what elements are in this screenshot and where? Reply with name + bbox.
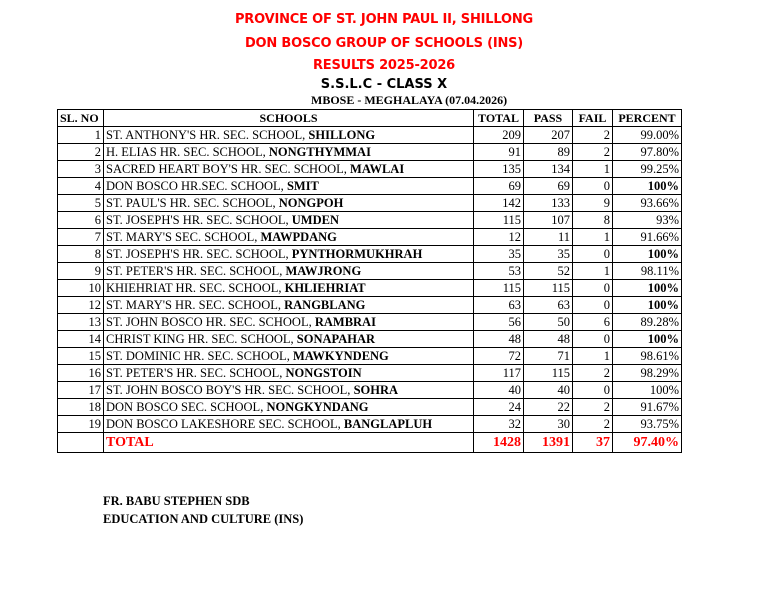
total-cell: 72 xyxy=(474,348,524,365)
school-place: NONGKYNDANG xyxy=(266,400,369,414)
col-header-sl: SL. NO xyxy=(58,110,104,127)
school-name: ST. JOHN BOSCO BOY'S HR. SEC. SCHOOL, xyxy=(106,383,354,397)
school-place: RANGBLANG xyxy=(284,298,366,312)
school-cell xyxy=(104,416,474,433)
table-row xyxy=(58,263,682,280)
school-place: MAWPDANG xyxy=(260,230,337,244)
pass-cell: 52 xyxy=(524,263,573,280)
percent-cell: 97.80% xyxy=(613,144,682,161)
percent-cell: 100% xyxy=(613,280,682,297)
school-name: ST. PETER'S HR. SEC. SCHOOL, xyxy=(106,264,286,278)
pass-cell: 40 xyxy=(524,382,573,399)
percent-cell: 100% xyxy=(613,178,682,195)
school-place: NONGSTOIN xyxy=(285,366,362,380)
pass-cell: 134 xyxy=(524,161,573,178)
total-row xyxy=(58,433,682,453)
sl-no-cell: 6 xyxy=(58,212,104,229)
school-cell xyxy=(104,229,474,246)
total-pass: 1391 xyxy=(524,433,573,453)
pass-cell: 133 xyxy=(524,195,573,212)
group-title: DON BOSCO GROUP OF SCHOOLS (INS) xyxy=(244,36,524,51)
pass-cell: 71 xyxy=(524,348,573,365)
col-header-pass: PASS xyxy=(524,110,573,127)
table-row xyxy=(58,229,682,246)
percent-cell: 93.75% xyxy=(613,416,682,433)
total-cell: 48 xyxy=(474,331,524,348)
sl-no-cell: 19 xyxy=(58,416,104,433)
table-row xyxy=(58,195,682,212)
school-place: NONGTHYMMAI xyxy=(268,145,371,159)
sl-no-cell: 14 xyxy=(58,331,104,348)
total-fail: 37 xyxy=(573,433,613,453)
school-name: ST. DOMINIC HR. SEC. SCHOOL, xyxy=(106,349,293,363)
table-row xyxy=(58,382,682,399)
school-name: ST. JOSEPH'S HR. SEC. SCHOOL, xyxy=(106,247,292,261)
percent-cell: 93.66% xyxy=(613,195,682,212)
school-cell xyxy=(104,144,474,161)
fail-cell: 0 xyxy=(573,280,613,297)
total-cell: 24 xyxy=(474,399,524,416)
sl-no-cell: 7 xyxy=(58,229,104,246)
total-sl-cell xyxy=(58,433,104,453)
total-label: TOTAL xyxy=(104,433,474,453)
fail-cell: 2 xyxy=(573,416,613,433)
fail-cell: 0 xyxy=(573,382,613,399)
pass-cell: 63 xyxy=(524,297,573,314)
sl-no-cell: 15 xyxy=(58,348,104,365)
total-cell: 35 xyxy=(474,246,524,263)
sl-no-cell: 17 xyxy=(58,382,104,399)
total-cell: 115 xyxy=(474,280,524,297)
school-name: H. ELIAS HR. SEC. SCHOOL, xyxy=(106,145,269,159)
school-cell xyxy=(104,280,474,297)
school-place: MAWKYNDENG xyxy=(292,349,389,363)
school-cell xyxy=(104,178,474,195)
table-header-row xyxy=(58,110,682,127)
sl-no-cell: 3 xyxy=(58,161,104,178)
school-name: ST. JOSEPH'S HR. SEC. SCHOOL, xyxy=(106,213,292,227)
percent-cell: 93% xyxy=(613,212,682,229)
pass-cell: 107 xyxy=(524,212,573,229)
sl-no-cell: 18 xyxy=(58,399,104,416)
percent-cell: 98.29% xyxy=(613,365,682,382)
sl-no-cell: 13 xyxy=(58,314,104,331)
school-cell xyxy=(104,399,474,416)
fail-cell: 2 xyxy=(573,144,613,161)
pass-cell: 35 xyxy=(524,246,573,263)
school-place: PYNTHORMUKHRAH xyxy=(291,247,423,261)
school-cell xyxy=(104,297,474,314)
pass-cell: 22 xyxy=(524,399,573,416)
total-cell: 40 xyxy=(474,382,524,399)
total-cell: 142 xyxy=(474,195,524,212)
sl-no-cell: 4 xyxy=(58,178,104,195)
table-row xyxy=(58,399,682,416)
school-place: BANGLAPLUH xyxy=(343,417,433,431)
sl-no-cell: 12 xyxy=(58,297,104,314)
table-row xyxy=(58,280,682,297)
school-cell xyxy=(104,195,474,212)
school-cell xyxy=(104,314,474,331)
sl-no-cell: 16 xyxy=(58,365,104,382)
total-cell: 115 xyxy=(474,212,524,229)
province-title: PROVINCE OF ST. JOHN PAUL II, SHILLONG xyxy=(234,12,533,27)
table-row xyxy=(58,144,682,161)
percent-cell: 100% xyxy=(613,297,682,314)
school-cell xyxy=(104,382,474,399)
total-cell: 63 xyxy=(474,297,524,314)
fail-cell: 0 xyxy=(573,297,613,314)
school-name: SACRED HEART BOY'S HR. SEC. SCHOOL, xyxy=(106,162,351,176)
table-row xyxy=(58,348,682,365)
fail-cell: 2 xyxy=(573,399,613,416)
sl-no-cell: 1 xyxy=(58,127,104,144)
percent-cell: 98.11% xyxy=(613,263,682,280)
pass-cell: 115 xyxy=(524,280,573,297)
signatory-name: FR. BABU STEPHEN SDB xyxy=(103,494,250,508)
school-place: UMDEN xyxy=(291,213,339,227)
school-place: SMIT xyxy=(286,179,319,193)
fail-cell: 0 xyxy=(573,178,613,195)
total-total: 1428 xyxy=(474,433,524,453)
fail-cell: 1 xyxy=(573,263,613,280)
table-row xyxy=(58,365,682,382)
school-name: ST. ANTHONY'S HR. SEC. SCHOOL, xyxy=(106,128,309,142)
col-header-total: TOTAL xyxy=(474,110,524,127)
total-cell: 135 xyxy=(474,161,524,178)
sl-no-cell: 8 xyxy=(58,246,104,263)
school-name: ST. JOHN BOSCO HR. SEC. SCHOOL, xyxy=(106,315,315,329)
school-place: SHILLONG xyxy=(308,128,376,142)
school-name: ST. MARY'S SEC. SCHOOL, xyxy=(106,230,261,244)
table-row xyxy=(58,331,682,348)
percent-cell: 98.61% xyxy=(613,348,682,365)
school-name: CHRIST KING HR. SEC. SCHOOL, xyxy=(106,332,297,346)
school-name: DON BOSCO SEC. SCHOOL, xyxy=(106,400,267,414)
school-cell xyxy=(104,263,474,280)
fail-cell: 8 xyxy=(573,212,613,229)
total-cell: 69 xyxy=(474,178,524,195)
fail-cell: 1 xyxy=(573,161,613,178)
school-name: ST. PAUL'S HR. SEC. SCHOOL, xyxy=(106,196,279,210)
school-name: KHIEHRIAT HR. SEC. SCHOOL, xyxy=(106,281,285,295)
pass-cell: 89 xyxy=(524,144,573,161)
total-cell: 91 xyxy=(474,144,524,161)
sl-no-cell: 2 xyxy=(58,144,104,161)
percent-cell: 100% xyxy=(613,246,682,263)
total-cell: 32 xyxy=(474,416,524,433)
percent-cell: 99.25% xyxy=(613,161,682,178)
percent-cell: 99.00% xyxy=(613,127,682,144)
col-header-percent: PERCENT xyxy=(613,110,682,127)
school-cell xyxy=(104,331,474,348)
board-date-label: MBOSE - MEGHALAYA (07.04.2026) xyxy=(311,93,508,107)
fail-cell: 2 xyxy=(573,127,613,144)
table-row xyxy=(58,416,682,433)
results-table xyxy=(57,109,682,453)
school-place: MAWJRONG xyxy=(285,264,362,278)
school-cell xyxy=(104,161,474,178)
total-cell: 53 xyxy=(474,263,524,280)
school-place: RAMBRAI xyxy=(314,315,376,329)
col-header-fail: FAIL xyxy=(573,110,613,127)
pass-cell: 30 xyxy=(524,416,573,433)
table-row xyxy=(58,161,682,178)
table-row xyxy=(58,246,682,263)
sl-no-cell: 10 xyxy=(58,280,104,297)
table-row xyxy=(58,127,682,144)
fail-cell: 1 xyxy=(573,348,613,365)
class-title: S.S.L.C - CLASS X xyxy=(320,77,448,92)
school-name: DON BOSCO HR.SEC. SCHOOL, xyxy=(106,179,287,193)
total-cell: 12 xyxy=(474,229,524,246)
fail-cell: 0 xyxy=(573,246,613,263)
sl-no-cell: 5 xyxy=(58,195,104,212)
fail-cell: 6 xyxy=(573,314,613,331)
sl-no-cell: 9 xyxy=(58,263,104,280)
percent-cell: 100% xyxy=(613,331,682,348)
school-place: SONAPAHAR xyxy=(296,332,376,346)
fail-cell: 2 xyxy=(573,365,613,382)
school-name: ST. MARY'S HR. SEC. SCHOOL, xyxy=(106,298,285,312)
pass-cell: 207 xyxy=(524,127,573,144)
total-cell: 209 xyxy=(474,127,524,144)
percent-cell: 91.67% xyxy=(613,399,682,416)
school-cell xyxy=(104,246,474,263)
pass-cell: 69 xyxy=(524,178,573,195)
table-row xyxy=(58,212,682,229)
table-row xyxy=(58,314,682,331)
school-place: MAWLAI xyxy=(350,162,405,176)
pass-cell: 50 xyxy=(524,314,573,331)
percent-cell: 89.28% xyxy=(613,314,682,331)
pass-cell: 115 xyxy=(524,365,573,382)
total-cell: 56 xyxy=(474,314,524,331)
school-place: NONGPOH xyxy=(278,196,344,210)
school-cell xyxy=(104,348,474,365)
percent-cell: 100% xyxy=(613,382,682,399)
school-cell xyxy=(104,365,474,382)
table-row xyxy=(58,297,682,314)
fail-cell: 1 xyxy=(573,229,613,246)
pass-cell: 11 xyxy=(524,229,573,246)
total-cell: 117 xyxy=(474,365,524,382)
school-cell xyxy=(104,212,474,229)
school-place: KHLIEHRIAT xyxy=(284,281,366,295)
fail-cell: 0 xyxy=(573,331,613,348)
school-name: ST. PETER'S HR. SEC. SCHOOL, xyxy=(106,366,286,380)
fail-cell: 9 xyxy=(573,195,613,212)
school-cell xyxy=(104,127,474,144)
results-year-title: RESULTS 2025-2026 xyxy=(312,58,456,73)
school-name: DON BOSCO LAKESHORE SEC. SCHOOL, xyxy=(106,417,344,431)
percent-cell: 91.66% xyxy=(613,229,682,246)
signatory-department: EDUCATION AND CULTURE (INS) xyxy=(103,512,304,526)
pass-cell: 48 xyxy=(524,331,573,348)
col-header-schools: SCHOOLS xyxy=(104,110,474,127)
table-row xyxy=(58,178,682,195)
total-percent: 97.40% xyxy=(613,433,682,453)
school-place: SOHRA xyxy=(353,383,399,397)
